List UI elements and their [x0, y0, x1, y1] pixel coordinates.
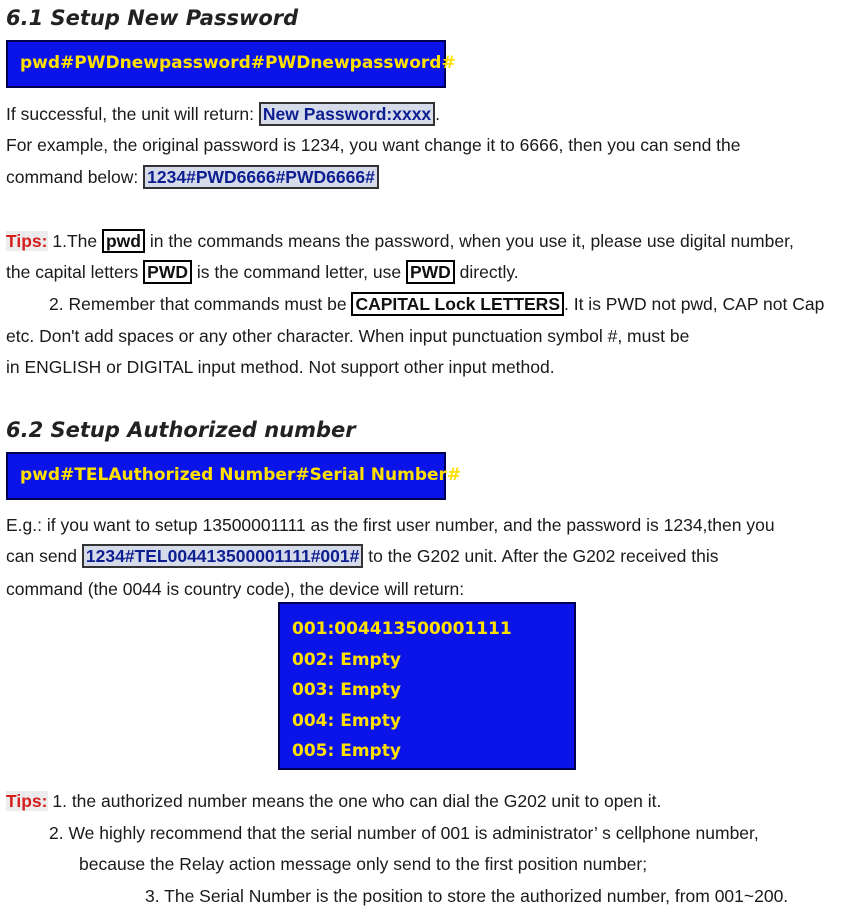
- tips-label: Tips:: [6, 231, 48, 251]
- keyword-PWD-1: PWD: [143, 260, 192, 284]
- response-line-3: 003: Empty: [292, 680, 401, 700]
- example-line-2-text: command below:: [6, 167, 144, 187]
- return-value: New Password:xxxx: [259, 102, 435, 126]
- s2-tip-2-line-1: 2. We highly recommend that the serial number of 001 is administrator’ s cellphone number,: [49, 823, 759, 843]
- tip-1-line-1: [6, 230, 794, 252]
- example-line-1: For example, the original password is 1234, you want change it to 6666, then you can send the: [6, 135, 741, 155]
- tip-1-text-d: is the command letter, use: [191, 262, 406, 282]
- example-command: 1234#PWD6666#PWD6666#: [143, 165, 379, 189]
- section-heading-6-2: 6.2 Setup Authorized number: [6, 418, 356, 442]
- return-suffix: .: [435, 104, 441, 124]
- set-password-command-box: [6, 40, 456, 88]
- set-password-command: pwd#PWDnewpassword#PWDnewpassword#: [20, 53, 456, 73]
- eg-line-3: command (the 0044 is country code), the device will return:: [6, 579, 465, 599]
- tip-2-text-a: 2. Remember that commands must be: [49, 294, 352, 314]
- device-response-box: [278, 602, 576, 770]
- keyword-capital-lock: CAPITAL Lock LETTERS: [351, 292, 564, 316]
- eg-line-2-prefix: can send: [6, 546, 82, 566]
- return-text: If successful, the unit will return:: [6, 104, 259, 124]
- tip-1-text-a: 1.The: [47, 231, 102, 251]
- tip-1-text-b: in the commands means the password, when you use it, please use digital number,: [144, 231, 794, 251]
- eg-line-2-suffix: to the G202 unit. After the G202 received this: [363, 546, 719, 566]
- return-line: [6, 103, 440, 125]
- eg-command: 1234#TEL004413500001111#001#: [82, 544, 363, 568]
- section-heading-6-1: 6.1 Setup New Password: [6, 6, 299, 30]
- s2-tips-label: Tips:: [6, 791, 48, 811]
- eg-line-1: E.g.: if you want to setup 13500001111 as the first user number, and the password is 1234,then you: [6, 515, 775, 535]
- s2-tip-1: [6, 790, 661, 812]
- tip-2-line-2: etc. Don't add spaces or any other character. When input punctuation symbol #, must be: [6, 326, 690, 346]
- response-line-1: 001:004413500001111: [292, 619, 512, 639]
- s2-tip-2-line-2: because the Relay action message only send to the first position number;: [79, 854, 648, 874]
- example-line-2: [6, 166, 379, 188]
- keyword-pwd: pwd: [102, 229, 145, 253]
- tip-2-line-1: [49, 293, 824, 315]
- response-line-2: 002: Empty: [292, 649, 401, 670]
- s2-tip-1-text: 1. the authorized number means the one who can dial the G202 unit to open it.: [47, 791, 662, 811]
- tip-1-line-2: [6, 261, 519, 283]
- authorized-number-command-box: [6, 452, 462, 500]
- tip-1-text-e: directly.: [454, 262, 519, 282]
- tip-2-text-b: . It is PWD not pwd, CAP not Cap: [564, 294, 825, 314]
- keyword-PWD-2: PWD: [406, 260, 455, 284]
- tip-2-line-3: in ENGLISH or DIGITAL input method. Not support other input method.: [6, 357, 555, 377]
- authorized-number-command: pwd#TELAuthorized Number#Serial Number#: [20, 465, 462, 485]
- s2-tip-3: 3. The Serial Number is the position to store the authorized number, from 001~200.: [145, 886, 789, 906]
- response-line-5: 005: Empty: [292, 741, 401, 761]
- eg-line-2: [6, 545, 718, 567]
- response-line-4: 004: Empty: [292, 710, 401, 731]
- tip-1-text-c: the capital letters: [6, 262, 144, 282]
